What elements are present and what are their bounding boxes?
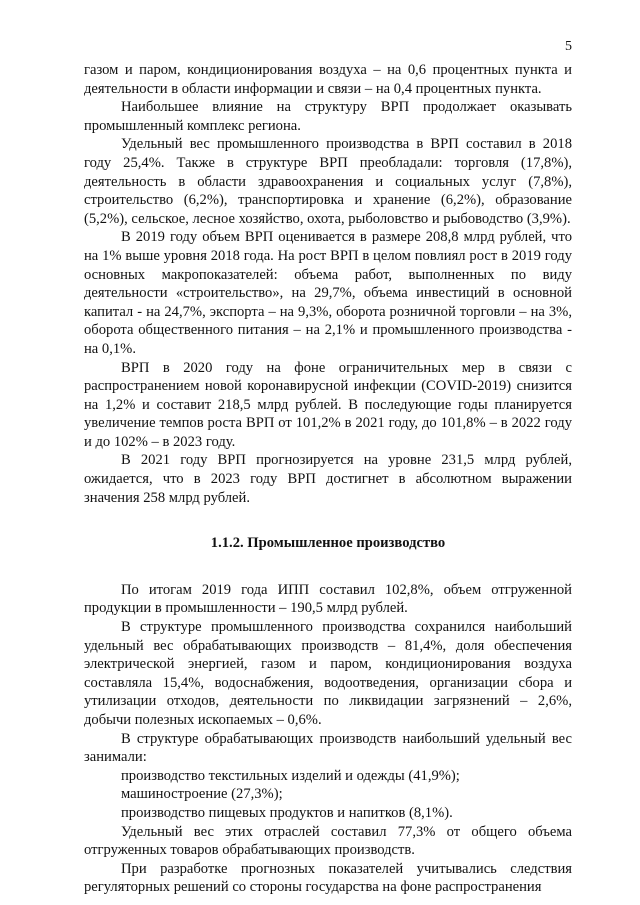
paragraph: По итогам 2019 года ИПП составил 102,8%, объем отгруженной продукции в промышленности – 190,5 млрд рублей.: [84, 581, 572, 617]
paragraph: ВРП в 2020 году на фоне ограничительных мер в связи с распространением новой коронавирусной инфекции (COVID-2019) снизится на 1,2% и составит 218,5 млрд рублей. В последующие годы планируется увеличение темпов роста ВРП от 101,2% в 2021 году, до 101,8% – в 2022 году и до 102% – в 2023 году.: [84, 359, 572, 450]
list-item: производство текстильных изделий и одежды (41,9%);: [121, 767, 460, 784]
paragraph: При разработке прогнозных показателей учитывались следствия регуляторных решений со стороны государства на фоне распространения: [84, 860, 572, 896]
paragraph: В 2021 году ВРП прогнозируется на уровне 231,5 млрд рублей, ожидается, что в 2023 году ВРП достигнет в абсолютном выражении значения 258 млрд рублей.: [84, 452, 572, 506]
paragraph: В 2019 году объем ВРП оценивается в размере 208,8 млрд рублей, что на 1% выше уровня 2018 года. На рост ВРП в целом повлиял рост в 2019 году основных макропоказателей: объема работ, выполненных по виду деятельности «строительство», на 29,7%, объема инвестиций в основной капитал - на 24,7%, экспорта – на 9,3%, оборота розничной торговли – на 3%, оборота общественного питания – на 2,1% и промышленного производства - на 0,1%.: [84, 229, 572, 357]
list-item: производство пищевых продуктов и напитков (8,1%).: [121, 804, 453, 821]
list-item: машиностроение (27,3%);: [121, 786, 283, 803]
paragraph: газом и паром, кондиционирования воздуха – на 0,6 процентных пункта и деятельности в области информации и связи – на 0,4 процентных пункта.: [84, 62, 572, 97]
section-heading: 1.1.2. Промышленное производство: [210, 535, 446, 552]
paragraph: Удельный вес этих отраслей составил 77,3% от общего объема отгруженных товаров обрабатывающих производств.: [84, 823, 572, 859]
page-content: [84, 61, 572, 897]
industry-list: [84, 767, 572, 823]
paragraph: Удельный вес промышленного производства в ВРП составил в 2018 году 25,4%. Также в структуре ВРП преобладали: торговля (17,8%), деятельность в области здравоохранения и социальных услуг (7,8%), строительство (6,2%), транспортировка и хранение (6,2%), образование (5,2%), сельское, лесное хозяйство, охота, рыболовство и рыбоводство (3,9%).: [84, 136, 572, 227]
paragraph: Наибольшее влияние на структуру ВРП продолжает оказывать промышленный комплекс региона.: [84, 99, 572, 134]
paragraph: В структуре обрабатывающих производств наибольший удельный вес занимали:: [84, 730, 572, 766]
paragraph: В структуре промышленного производства сохранился наибольший удельный вес обрабатывающих производств – 81,4%, доля обеспечения электрической энергией, газом и паром, кондиционирования воздуха составляла 15,4%, водоснабжения, водоотведения, организации сбора и утилизации отходов, деятельности по ликвидации загрязнений – 2,6%, добычи полезных ископаемых – 0,6%.: [84, 619, 572, 728]
page-number: 5: [565, 39, 572, 54]
